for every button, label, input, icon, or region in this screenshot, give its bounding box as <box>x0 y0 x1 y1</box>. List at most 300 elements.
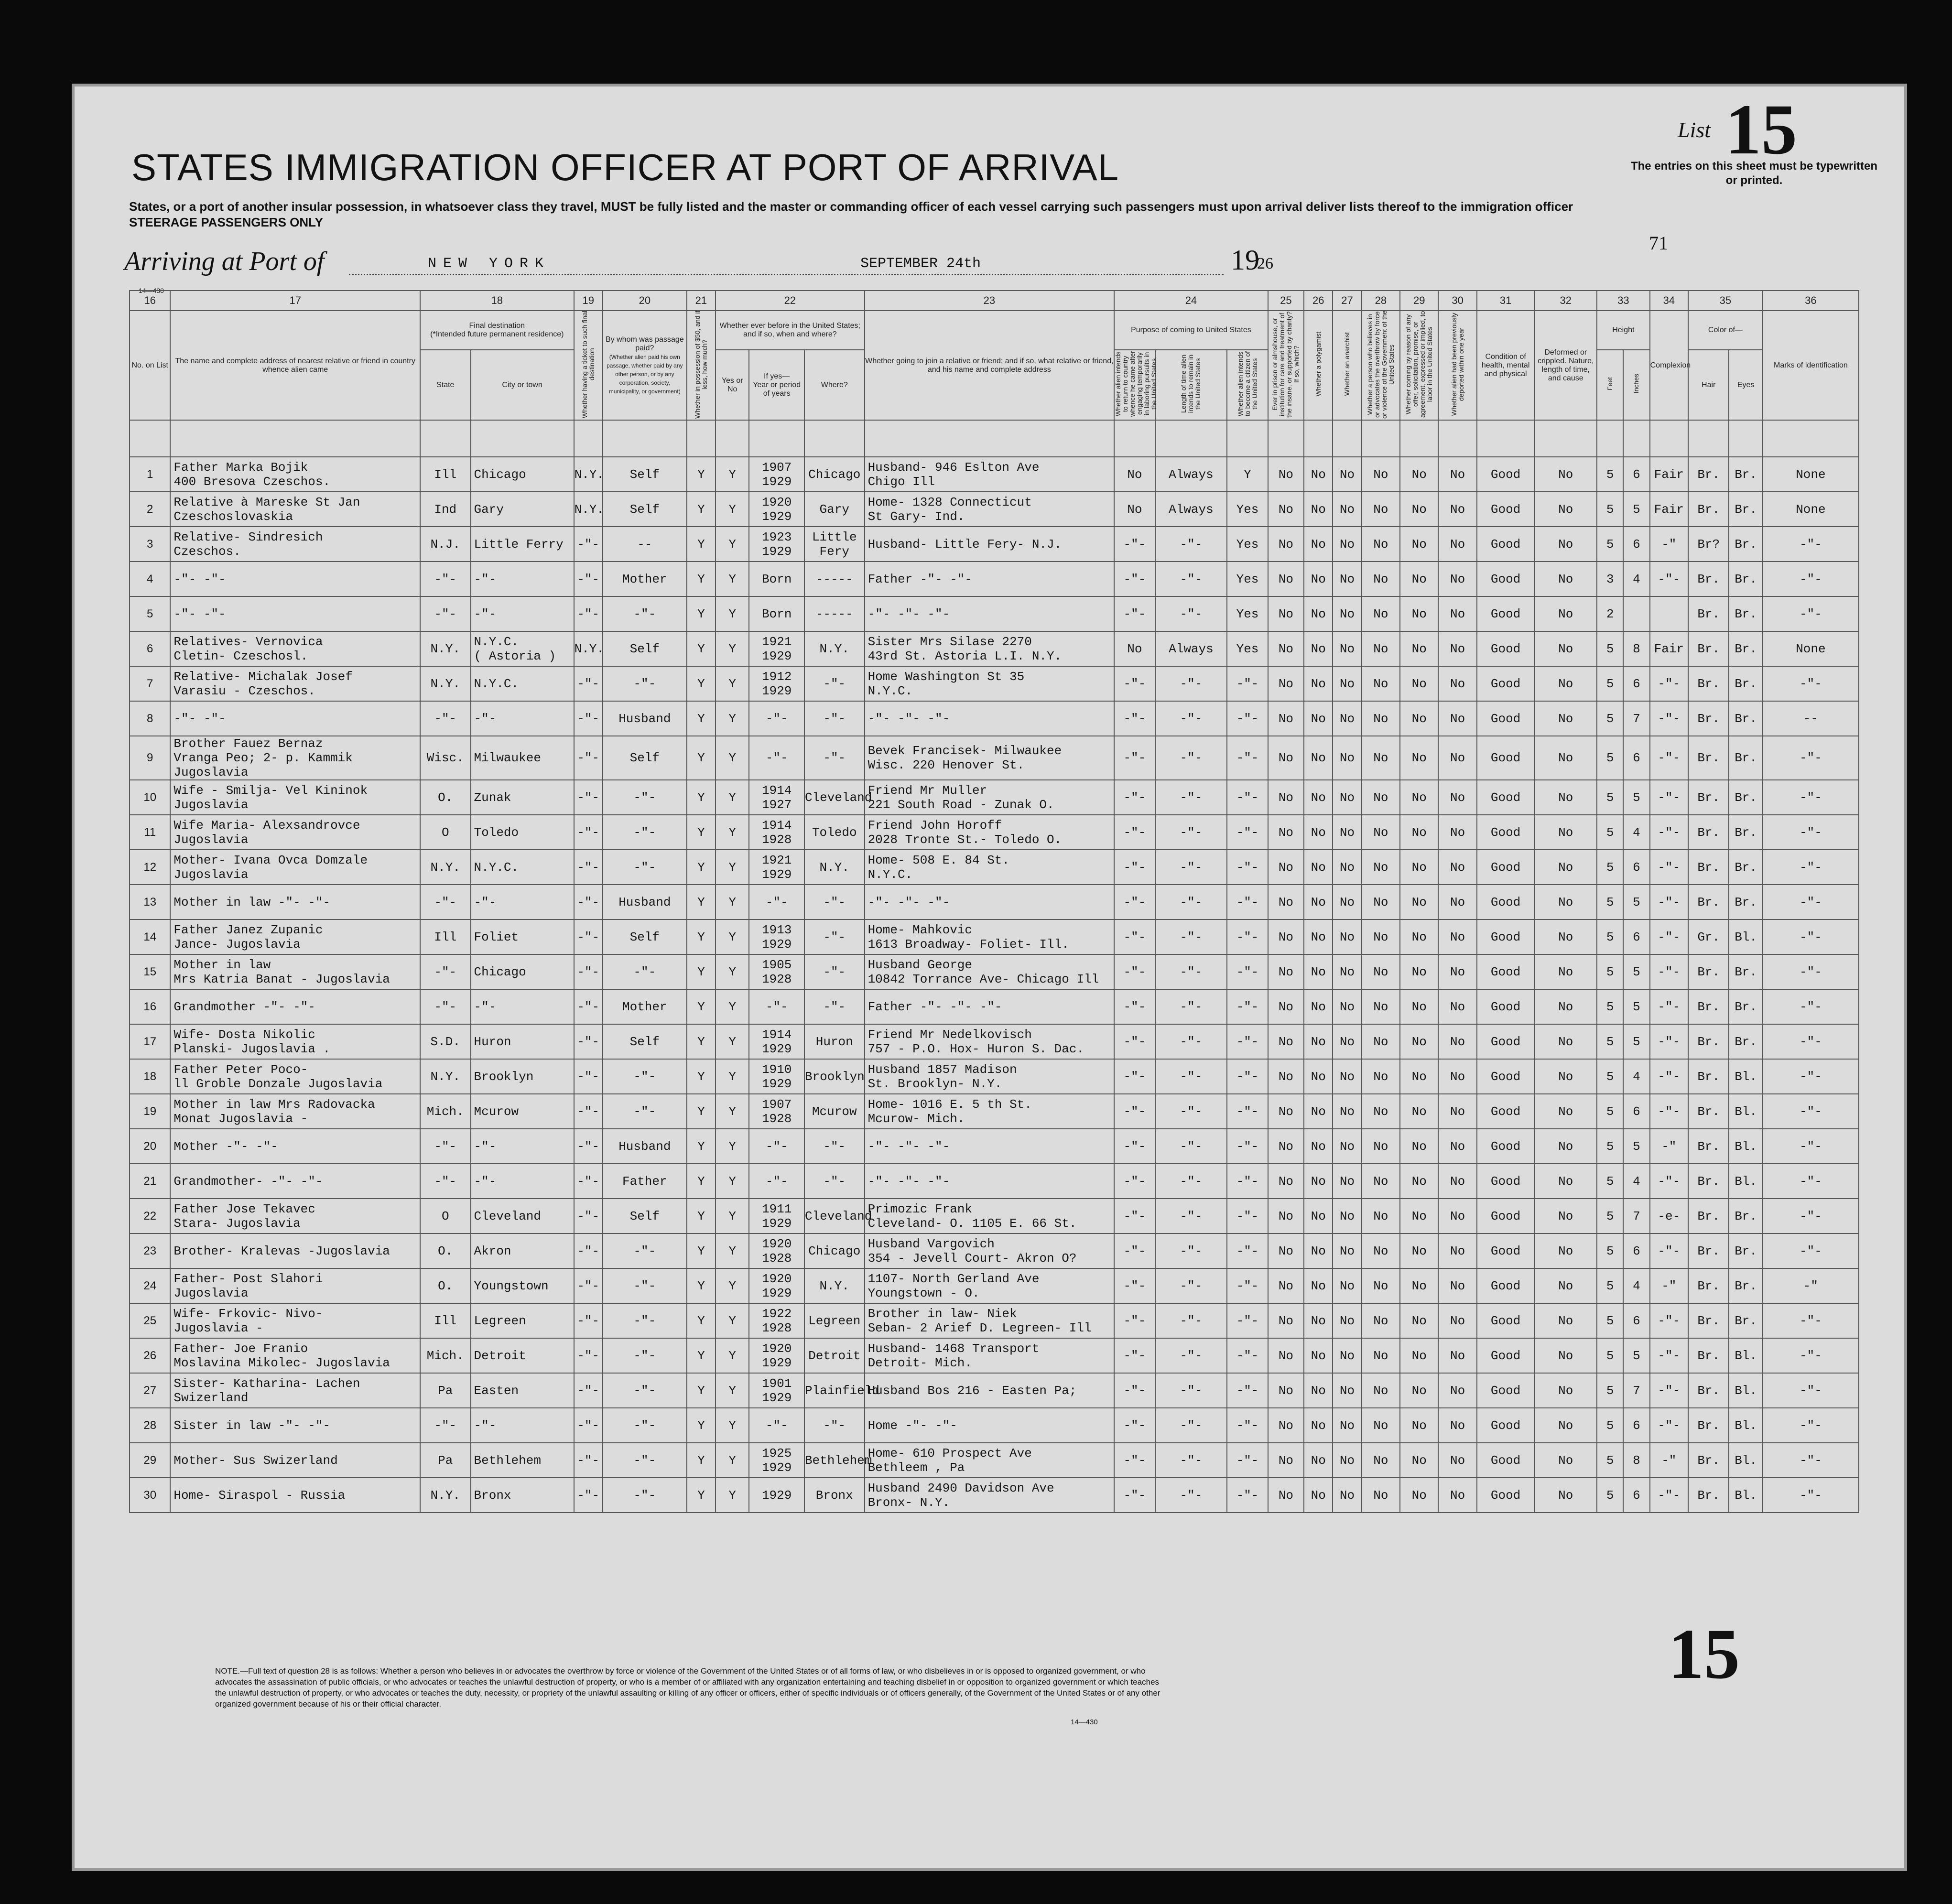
cell-no: 13 <box>130 885 170 920</box>
cell-p26: No <box>1304 780 1333 815</box>
header-health: Condition of health, mental and physical <box>1477 311 1535 420</box>
cell-marks: -" <box>1763 1268 1859 1303</box>
cell-eyes: Br. <box>1729 666 1762 701</box>
cell-join: Husband Vargovich 354 - Jevell Court- Akron O? <box>865 1233 1115 1268</box>
column-number: 21 <box>687 291 716 311</box>
cell-len: -"- <box>1155 780 1227 815</box>
cell-p25: No <box>1268 1373 1304 1408</box>
cell-m: Y <box>687 457 716 492</box>
cell-yr: 1910 1929 <box>749 1059 804 1094</box>
column-number: 16 <box>130 291 170 311</box>
cell-p29: No <box>1400 562 1438 596</box>
cell-no: 5 <box>130 596 170 631</box>
cell-in: 4 <box>1623 815 1649 850</box>
cell-ret: -"- <box>1114 780 1155 815</box>
cell-eyes: Br. <box>1729 885 1762 920</box>
header-year-label: Year or period of years <box>753 380 801 398</box>
cell-join: -"- -"- -"- <box>865 1129 1115 1164</box>
cell-p30: No <box>1438 631 1476 666</box>
cell-p28: No <box>1362 1199 1400 1233</box>
cell-def: No <box>1534 885 1597 920</box>
cell-cit: -"- <box>1227 1373 1268 1408</box>
cell-p30: No <box>1438 1303 1476 1338</box>
cell-paid: -"- <box>603 1338 687 1373</box>
header-return <box>1114 350 1158 420</box>
cell-rel: Father- Joe Franio Moslavina Mikolec- Jugoslavia <box>170 1338 420 1373</box>
cell-p30: No <box>1438 850 1476 885</box>
cell-rel: Home- Siraspol - Russia <box>170 1478 420 1513</box>
cell-wh: Bethlehem <box>804 1443 865 1478</box>
cell-cit: -"- <box>1227 850 1268 885</box>
cell-yn: Y <box>716 1478 749 1513</box>
cell-p26: No <box>1304 1024 1333 1059</box>
cell-hair: Br. <box>1688 736 1729 780</box>
cell-hlth: Good <box>1477 1094 1535 1129</box>
cell-rel: Grandmother -"- -"- <box>170 989 420 1024</box>
cell-tkt: -"- <box>574 1199 603 1233</box>
cell-paid: -"- <box>603 1268 687 1303</box>
cell-p30: No <box>1438 1233 1476 1268</box>
table-row <box>130 1059 1859 1094</box>
cell-in: 6 <box>1623 527 1649 562</box>
cell-p25: No <box>1268 1338 1304 1373</box>
cell-st: -"- <box>420 701 471 736</box>
cell-p26: No <box>1304 954 1333 989</box>
cell-hair: Br. <box>1688 885 1729 920</box>
cell-yn: Y <box>716 780 749 815</box>
cell-p28: No <box>1362 850 1400 885</box>
cell-hlth: Good <box>1477 1233 1535 1268</box>
cell-def: No <box>1534 989 1597 1024</box>
cell-p26: No <box>1304 1164 1333 1199</box>
cell-st: -"- <box>420 1408 471 1443</box>
cell-paid: Self <box>603 920 687 954</box>
cell-def: No <box>1534 1164 1597 1199</box>
cell-len: -"- <box>1155 527 1227 562</box>
cell-wh: Chicago <box>804 1233 865 1268</box>
cell-marks: -"- <box>1763 1338 1859 1373</box>
table-row <box>130 1443 1859 1478</box>
cell-p30: No <box>1438 1408 1476 1443</box>
spacer-cell <box>1304 420 1333 457</box>
cell-m: Y <box>687 562 716 596</box>
cell-ret: -"- <box>1114 1024 1155 1059</box>
cell-tkt: -"- <box>574 989 603 1024</box>
cell-join: Husband- Little Fery- N.J. <box>865 527 1115 562</box>
cell-p29: No <box>1400 885 1438 920</box>
cell-in: 7 <box>1623 701 1649 736</box>
cell-yn: Y <box>716 1303 749 1338</box>
cell-join: Home- 1328 Connecticut St Gary- Ind. <box>865 492 1115 527</box>
spacer-cell <box>1534 420 1597 457</box>
cell-def: No <box>1534 666 1597 701</box>
cell-p26: No <box>1304 1059 1333 1094</box>
cell-yn: Y <box>716 527 749 562</box>
cell-wh: N.Y. <box>804 631 865 666</box>
cell-st: N.J. <box>420 527 471 562</box>
cell-tkt: -"- <box>574 562 603 596</box>
cell-paid: -"- <box>603 1478 687 1513</box>
column-number-row <box>130 291 1859 311</box>
cell-yr: 1912 1929 <box>749 666 804 701</box>
cell-p25: No <box>1268 1233 1304 1268</box>
cell-st: Ill <box>420 920 471 954</box>
cell-eyes: Br. <box>1729 596 1762 631</box>
cell-city: Mcurow <box>471 1094 574 1129</box>
cell-ret: -"- <box>1114 666 1155 701</box>
cell-ft: 5 <box>1597 1199 1623 1233</box>
cell-p26: No <box>1304 701 1333 736</box>
cell-p29: No <box>1400 1268 1438 1303</box>
cell-len: -"- <box>1155 1199 1227 1233</box>
cell-rel: Relative à Mareske St Jan Czeschoslovaskia <box>170 492 420 527</box>
cell-len: -"- <box>1155 954 1227 989</box>
cell-len: -"- <box>1155 920 1227 954</box>
cell-rel: -"- -"- <box>170 596 420 631</box>
cell-marks: -"- <box>1763 1373 1859 1408</box>
cell-marks: -"- <box>1763 1024 1859 1059</box>
header-where: Where? <box>804 350 865 420</box>
cell-p26: No <box>1304 1443 1333 1478</box>
cell-ret: -"- <box>1114 1094 1155 1129</box>
table-row <box>130 1233 1859 1268</box>
cell-join: -"- -"- -"- <box>865 701 1115 736</box>
cell-p25: No <box>1268 815 1304 850</box>
cell-cx: -"- <box>1650 780 1688 815</box>
cell-ft: 5 <box>1597 1233 1623 1268</box>
cell-hair: Br. <box>1688 954 1729 989</box>
cell-paid: Self <box>603 1024 687 1059</box>
cell-p25: No <box>1268 527 1304 562</box>
cell-eyes: Br. <box>1729 989 1762 1024</box>
cell-rel: Brother Fauez Bernaz Vranga Peo; 2- p. Kammik Jugoslavia <box>170 736 420 780</box>
cell-p29: No <box>1400 1199 1438 1233</box>
cell-p28: No <box>1362 780 1400 815</box>
form-number: 14—430 <box>1071 1718 1098 1726</box>
column-number: 30 <box>1438 291 1476 311</box>
cell-hair: Br. <box>1688 1094 1729 1129</box>
cell-in: 4 <box>1623 1268 1649 1303</box>
cell-eyes: Bl. <box>1729 1164 1762 1199</box>
cell-hair: Br. <box>1688 701 1729 736</box>
cell-wh: Cleveland <box>804 780 865 815</box>
cell-m: Y <box>687 1024 716 1059</box>
cell-paid: Mother <box>603 562 687 596</box>
table-row <box>130 920 1859 954</box>
spacer-cell <box>687 420 716 457</box>
cell-in: 8 <box>1623 1443 1649 1478</box>
cell-cx: -" <box>1650 1268 1688 1303</box>
cell-cit: -"- <box>1227 1059 1268 1094</box>
cell-city: -"- <box>471 1129 574 1164</box>
cell-p28: No <box>1362 457 1400 492</box>
cell-wh: -"- <box>804 1129 865 1164</box>
cell-p29: No <box>1400 736 1438 780</box>
cell-p29: No <box>1400 1303 1438 1338</box>
cell-cx: -" <box>1650 1129 1688 1164</box>
cell-cit: -"- <box>1227 920 1268 954</box>
cell-in: 6 <box>1623 1478 1649 1513</box>
cell-p25: No <box>1268 631 1304 666</box>
cell-wh: Bronx <box>804 1478 865 1513</box>
cell-marks: -"- <box>1763 596 1859 631</box>
cell-paid: -"- <box>603 1373 687 1408</box>
cell-p30: No <box>1438 1373 1476 1408</box>
cell-st: -"- <box>420 596 471 631</box>
cell-in: 6 <box>1623 1094 1649 1129</box>
cell-wh: ----- <box>804 596 865 631</box>
cell-paid: -"- <box>603 1408 687 1443</box>
cell-yr: 1911 1929 <box>749 1199 804 1233</box>
header-join-relative: Whether going to join a relative or friend; and if so, what relative or friend, and his name and complete address <box>865 311 1115 420</box>
cell-yr: 1920 1929 <box>749 1268 804 1303</box>
cell-paid: -"- <box>603 1094 687 1129</box>
cell-tkt: -"- <box>574 885 603 920</box>
cell-m: Y <box>687 1164 716 1199</box>
cell-m: Y <box>687 1408 716 1443</box>
cell-p28: No <box>1362 1408 1400 1443</box>
cell-cx: -"- <box>1650 736 1688 780</box>
spacer-cell <box>471 420 574 457</box>
header-deported-label: Whether alien had been previously deported within one year <box>1450 313 1465 416</box>
cell-eyes: Br. <box>1729 527 1762 562</box>
cell-p28: No <box>1362 527 1400 562</box>
cell-join: Husband- 1468 Transport Detroit- Mich. <box>865 1338 1115 1373</box>
cell-p25: No <box>1268 954 1304 989</box>
cell-join: Father -"- -"- -"- <box>865 989 1115 1024</box>
spacer-cell <box>1729 420 1762 457</box>
cell-p26: No <box>1304 527 1333 562</box>
cell-yn: Y <box>716 1268 749 1303</box>
cell-city: -"- <box>471 596 574 631</box>
table-row <box>130 1199 1859 1233</box>
cell-cit: -"- <box>1227 1024 1268 1059</box>
header-length <box>1155 350 1227 420</box>
table-row <box>130 631 1859 666</box>
cell-p27: No <box>1333 492 1361 527</box>
cell-ft: 5 <box>1597 1408 1623 1443</box>
cell-no: 30 <box>130 1478 170 1513</box>
cell-wh: Plainfield <box>804 1373 865 1408</box>
cell-yn: Y <box>716 989 749 1024</box>
cell-no: 9 <box>130 736 170 780</box>
cell-tkt: -"- <box>574 920 603 954</box>
table-row <box>130 457 1859 492</box>
cell-tkt: -"- <box>574 701 603 736</box>
cell-in: 5 <box>1623 989 1649 1024</box>
port-value: NEW YORK <box>428 256 551 272</box>
cell-eyes: Br. <box>1729 780 1762 815</box>
cell-p30: No <box>1438 1478 1476 1513</box>
column-number: 33 <box>1597 291 1650 311</box>
cell-yr: 1929 <box>749 1478 804 1513</box>
cell-p27: No <box>1333 631 1361 666</box>
cell-cit: -"- <box>1227 1094 1268 1129</box>
cell-paid: -"- <box>603 780 687 815</box>
table-row <box>130 850 1859 885</box>
cell-p27: No <box>1333 1373 1361 1408</box>
cell-st: N.Y. <box>420 850 471 885</box>
cell-len: Always <box>1155 457 1227 492</box>
cell-yn: Y <box>716 1338 749 1373</box>
cell-ft: 5 <box>1597 1478 1623 1513</box>
cell-p25: No <box>1268 666 1304 701</box>
cell-p27: No <box>1333 1478 1361 1513</box>
cell-m: Y <box>687 631 716 666</box>
cell-cx: -"- <box>1650 1478 1688 1513</box>
date-dotline <box>851 274 1224 275</box>
cell-p27: No <box>1333 1059 1361 1094</box>
cell-cit: -"- <box>1227 1338 1268 1373</box>
cell-marks: -"- <box>1763 1233 1859 1268</box>
cell-eyes: Bl. <box>1729 1129 1762 1164</box>
cell-rel: Mother in law -"- -"- <box>170 885 420 920</box>
cell-cx: Fair <box>1650 492 1688 527</box>
cell-yr: -"- <box>749 1129 804 1164</box>
cell-p26: No <box>1304 1233 1333 1268</box>
header-overthrow <box>1362 311 1400 420</box>
cell-ret: No <box>1114 492 1155 527</box>
cell-ret: -"- <box>1114 1408 1155 1443</box>
cell-p25: No <box>1268 780 1304 815</box>
spacer-cell <box>1623 420 1649 457</box>
cell-len: -"- <box>1155 1233 1227 1268</box>
cell-wh: ----- <box>804 562 865 596</box>
cell-join: Husband George 10842 Torrance Ave- Chicago Ill <box>865 954 1115 989</box>
cell-tkt: -"- <box>574 1478 603 1513</box>
cell-cx: -" <box>1650 527 1688 562</box>
cell-len: -"- <box>1155 1268 1227 1303</box>
spacer-cell <box>1477 420 1535 457</box>
cell-p29: No <box>1400 920 1438 954</box>
cell-join: Husband- 946 Eslton Ave Chigo Ill <box>865 457 1115 492</box>
cell-hair: Br. <box>1688 1129 1729 1164</box>
cell-city: Easten <box>471 1373 574 1408</box>
table-row <box>130 736 1859 780</box>
cell-p25: No <box>1268 736 1304 780</box>
cell-ret: -"- <box>1114 885 1155 920</box>
cell-p29: No <box>1400 1129 1438 1164</box>
cell-marks: -"- <box>1763 780 1859 815</box>
cell-no: 18 <box>130 1059 170 1094</box>
cell-st: Pa <box>420 1373 471 1408</box>
cell-yn: Y <box>716 492 749 527</box>
cell-rel: Mother- Ivana Ovca Domzale Jugoslavia <box>170 850 420 885</box>
column-number: 22 <box>716 291 865 311</box>
column-number: 29 <box>1400 291 1438 311</box>
cell-p25: No <box>1268 1129 1304 1164</box>
cell-p29: No <box>1400 457 1438 492</box>
spacer-cell <box>1268 420 1304 457</box>
cell-join: Home Washington St 35 N.Y.C. <box>865 666 1115 701</box>
cell-eyes: Br. <box>1729 1303 1762 1338</box>
cell-join: Home- 1016 E. 5 th St. Mcurow- Mich. <box>865 1094 1115 1129</box>
cell-hair: Br. <box>1688 1233 1729 1268</box>
cell-st: Wisc. <box>420 736 471 780</box>
cell-def: No <box>1534 850 1597 885</box>
spacer-cell <box>1650 420 1688 457</box>
page-number: 15 <box>1668 1614 1740 1694</box>
cell-p27: No <box>1333 780 1361 815</box>
header-polygamist-label: Whether a polygamist <box>1314 332 1322 397</box>
instructions-text: States, or a port of another insular possession, in whatsoever class they travel, MUST be fully listed and the master or commanding officer of each vessel carrying such passengers must upon arrival deliver lists thereof to the immigration officer <box>129 199 1573 214</box>
cell-ft: 5 <box>1597 1268 1623 1303</box>
cell-p25: No <box>1268 989 1304 1024</box>
cell-in: 7 <box>1623 1373 1649 1408</box>
spacer-cell <box>170 420 420 457</box>
cell-yn: Y <box>716 885 749 920</box>
cell-no: 12 <box>130 850 170 885</box>
cell-p27: No <box>1333 457 1361 492</box>
spacer-cell <box>574 420 603 457</box>
cell-ft: 2 <box>1597 596 1623 631</box>
cell-p29: No <box>1400 1164 1438 1199</box>
cell-marks: -"- <box>1763 954 1859 989</box>
cell-cit: Y <box>1227 457 1268 492</box>
cell-rel: Wife Maria- Alexsandrovce Jugoslavia <box>170 815 420 850</box>
header-passage-paid-sub: (Whether alien paid his own passage, whether paid by any other person, or by any corporation, society, municipality, or government) <box>607 353 683 395</box>
cell-p26: No <box>1304 1199 1333 1233</box>
cell-len: -"- <box>1155 596 1227 631</box>
cell-p29: No <box>1400 492 1438 527</box>
cell-wh: -"- <box>804 736 865 780</box>
cell-cit: -"- <box>1227 1268 1268 1303</box>
cell-yn: Y <box>716 666 749 701</box>
cell-wh: Little Fery <box>804 527 865 562</box>
header-no: No. on List <box>130 311 170 420</box>
cell-paid: -- <box>603 527 687 562</box>
cell-tkt: -"- <box>574 815 603 850</box>
cell-paid: Mother <box>603 989 687 1024</box>
cell-p26: No <box>1304 736 1333 780</box>
cell-p25: No <box>1268 920 1304 954</box>
cell-cit: -"- <box>1227 701 1268 736</box>
cell-yr: -"- <box>749 1164 804 1199</box>
cell-hlth: Good <box>1477 492 1535 527</box>
arriving-label: Arriving at Port of <box>124 247 325 276</box>
cell-cit: -"- <box>1227 666 1268 701</box>
cell-p29: No <box>1400 815 1438 850</box>
cell-len: -"- <box>1155 815 1227 850</box>
cell-ret: -"- <box>1114 1373 1155 1408</box>
cell-eyes: Bl. <box>1729 1408 1762 1443</box>
cell-m: Y <box>687 1373 716 1408</box>
cell-eyes: Bl. <box>1729 1338 1762 1373</box>
cell-yn: Y <box>716 1373 749 1408</box>
table-row <box>130 1303 1859 1338</box>
header-anarchist-label: Whether an anarchist <box>1343 332 1351 396</box>
cell-p26: No <box>1304 815 1333 850</box>
cell-join: Home- 610 Prospect Ave Bethleem , Pa <box>865 1443 1115 1478</box>
cell-yn: Y <box>716 736 749 780</box>
cell-hair: Br. <box>1688 1373 1729 1408</box>
cell-m: Y <box>687 492 716 527</box>
header-passage-paid <box>603 311 687 420</box>
cell-in: 5 <box>1623 1338 1649 1373</box>
cell-eyes: Br. <box>1729 815 1762 850</box>
cell-rel: Mother- Sus Swizerland <box>170 1443 420 1478</box>
cell-cit: Yes <box>1227 562 1268 596</box>
cell-in: 5 <box>1623 780 1649 815</box>
cell-ft: 5 <box>1597 1303 1623 1338</box>
cell-in: 6 <box>1623 920 1649 954</box>
cell-yn: Y <box>716 457 749 492</box>
cell-wh: Gary <box>804 492 865 527</box>
cell-yr: 1901 1929 <box>749 1373 804 1408</box>
cell-p30: No <box>1438 457 1476 492</box>
cell-in: 5 <box>1623 954 1649 989</box>
manifest-page <box>72 84 1907 1871</box>
